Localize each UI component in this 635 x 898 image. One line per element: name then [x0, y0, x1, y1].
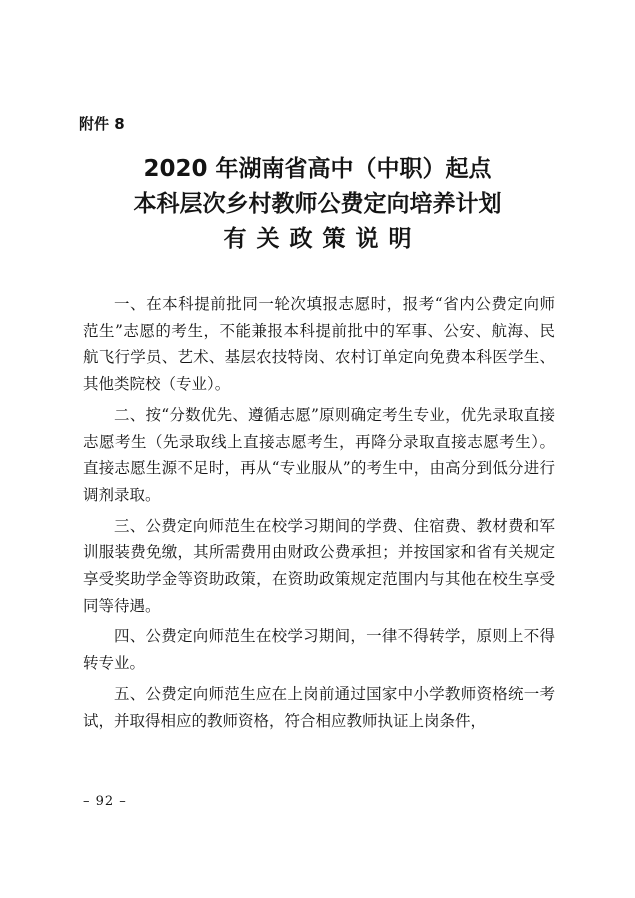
paragraph-4: 四、公费定向师范生在校学习期间，一律不得转学，原则上不得转专业。	[83, 627, 555, 673]
paragraph-1: 一、在本科提前批同一轮次填报志愿时，报考“省内公费定向师范生”志愿的考生，不能兼报本科提前批中的军事、公安、航海、民航飞行学员、艺术、基层农技特岗、农村订单定向免费本科医学生、其他类院校（专业）。	[83, 295, 555, 394]
title-line-1: 2020 年湖南省高中（中职）起点	[143, 156, 492, 182]
title-line-2: 本科层次乡村教师公费定向培养计划	[133, 191, 502, 217]
paragraph-3: 三、公费定向师范生在校学习期间的学费、住宿费、教材费和军训服装费免缴，其所需费用由财政公费承担；并按国家和省有关规定享受奖助学金等资助政策，在资助政策规定范围内与其他在校生享受同等待遇。	[83, 516, 555, 615]
document-body	[83, 291, 555, 738]
attachment-label: 附件 8	[79, 115, 125, 133]
paragraph-2: 二、按“分数优先、遵循志愿”原则确定考生专业，优先录取直接志愿考生（先录取线上直接志愿考生，再降分录取直接志愿考生）。直接志愿生源不足时，再从“专业服从”的考生中，由高分到低分进行调剂录取。	[83, 405, 555, 504]
paragraph-5: 五、公费定向师范生应在上岗前通过国家中小学教师资格统一考试，并取得相应的教师资格，符合相应教师执证上岗条件，	[83, 684, 555, 730]
title-line-3: 有关政策说明	[223, 226, 422, 252]
document-title	[40, 152, 595, 257]
page-number: – 92 –	[83, 794, 127, 809]
